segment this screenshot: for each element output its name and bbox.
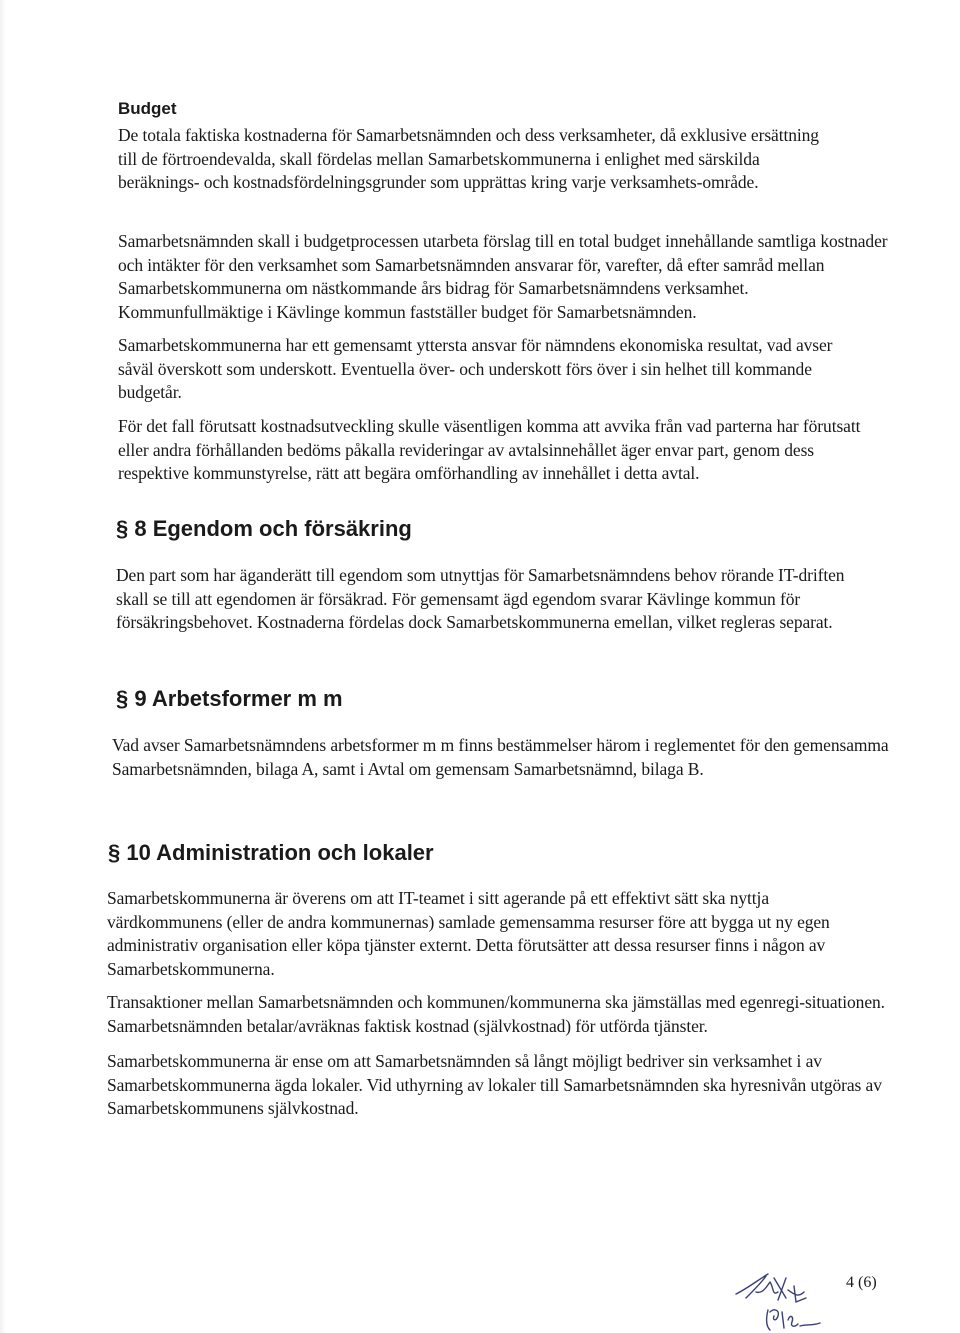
section-10-heading-block	[108, 840, 808, 866]
budget-paragraph-1: De totala faktiska kostnaderna för Samarbetsnämnden och dess verksamheter, då exklusive ersättning till de förtroendevalda, skall fördelas mellan Samarbetskommunerna i enlighet med särskilda beräknings- och kostnadsfördelningsgrunder som upprättas kring varje verksamhets-område.	[118, 125, 819, 192]
scan-edge-shadow	[0, 0, 6, 1333]
section-10-paragraph-1: Samarbetskommunerna är överens om att IT-teamet i sitt agerande på ett effektivt sätt ska nyttja värdkommunens (eller de andra kommunernas) samlade gemensamma resurser före att bygga ut ny egen administrativ organisation eller köpa tjänster externt. Detta förutsätter att dessa resurser finns i någon av Samarbetskommunerna.	[107, 888, 830, 979]
signature-strokes	[736, 1274, 820, 1330]
section-10-paragraph-1-block	[107, 887, 882, 981]
budget-paragraph-4: För det fall förutsatt kostnadsutveckling skulle väsentligen komma att avvika från vad parterna har förutsatt eller andra förhållanden bedöms påkalla revideringar av avtalsinnehållet äger envar part, genom dess respektive kommunstyrelse, rätt att begära omförhandling av innehållet i detta avtal.	[118, 416, 861, 483]
section-8-heading-block	[116, 516, 816, 542]
budget-paragraph-3: Samarbetskommunerna har ett gemensamt yttersta ansvar för nämndens ekonomiska resultat, vad avser såväl överskott som underskott. Eventuella över- och underskott förs över i sin helhet till kommande budgetår.	[118, 335, 833, 402]
section-10-paragraph-2-block	[107, 991, 887, 1038]
section-10-paragraph-2: Transaktioner mellan Samarbetsnämnden och kommunen/kommunerna ska jämställas med egenregi-situationen. Samarbetsnämnden betalar/avräknas faktisk kostnad (självkostnad) för utförda tjänster.	[107, 992, 885, 1036]
budget-paragraph-4-block	[118, 415, 874, 486]
section-10-heading: § 10 Administration och lokaler	[108, 840, 434, 865]
section-9-paragraph: Vad avser Samarbetsnämndens arbetsformer m m finns bestämmelser härom i reglementet för den gemensamma Samarbetsnämnden, bilaga A, samt i Avtal om gemensam Samarbetsnämnd, bilaga B.	[112, 735, 889, 779]
page-number: 4 (6)	[846, 1274, 877, 1291]
budget-heading: Budget	[118, 99, 177, 118]
section-9-heading: § 9 Arbetsformer m m	[116, 686, 343, 711]
section-9-paragraph-block	[112, 734, 902, 781]
budget-heading-block	[118, 99, 908, 119]
section-8-paragraph-block	[116, 564, 876, 635]
budget-paragraph-2: Samarbetsnämnden skall i budgetprocessen utarbeta förslag till en total budget innehållande samtliga kostnader och intäkter för den verksamhet som Samarbetsnämnden ansvarar för, varefter, då efter samråd mellan Samarbetskommunerna om nästkommande års bidrag för Samarbetsnämndens verksamhet. Kommunfullmäktige i Kävlinge kommun fastställer budget för Samarbetsnämnden.	[118, 231, 888, 322]
section-10-paragraph-3-block	[107, 1050, 887, 1121]
budget-paragraph-1-block	[118, 124, 836, 195]
section-8-paragraph: Den part som har äganderätt till egendom som utnyttjas för Samarbetsnämndens behov rörande IT-driften skall se till att egendomen är försäkrad. För gemensamt ägd egendom svarar Kävlinge kommun för försäkringsbehovet. Kostnaderna fördelas dock Samarbetskommunerna emellan, vilket regleras separat.	[116, 565, 845, 632]
section-9-heading-block	[116, 686, 816, 712]
budget-paragraph-3-block	[118, 334, 868, 405]
section-8-heading: § 8 Egendom och försäkring	[116, 516, 412, 541]
handwritten-initials-signature	[728, 1268, 836, 1332]
section-10-paragraph-3: Samarbetskommunerna är ense om att Samarbetsnämnden så långt möjligt bedriver sin verksamhet i av Samarbetskommunerna ägda lokaler. Vid uthyrning av lokaler till Samarbetsnämnden ska hyresnivån utgöras av Samarbetskommunens självkostnad.	[107, 1051, 882, 1118]
budget-paragraph-2-block	[118, 230, 896, 324]
